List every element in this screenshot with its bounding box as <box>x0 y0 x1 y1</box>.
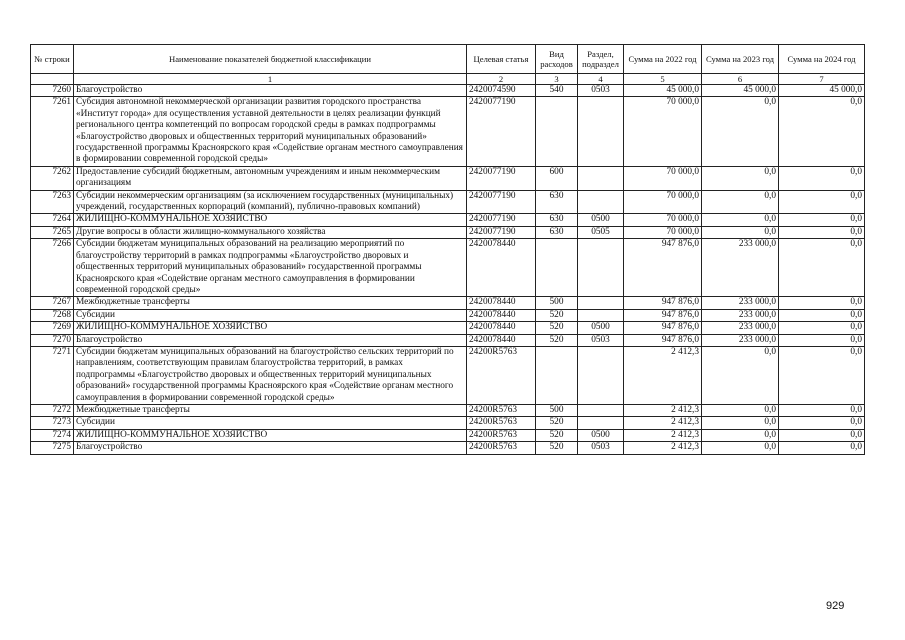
expense-kind-cell: 630 <box>536 214 578 226</box>
table-row <box>31 309 865 321</box>
target-article-cell: 2420077190 <box>467 214 536 226</box>
amount-2024-cell: 0,0 <box>779 214 865 226</box>
section-cell <box>578 346 624 404</box>
section-cell <box>578 97 624 166</box>
row-name-cell: Благоустройство <box>74 334 467 346</box>
section-cell: 0505 <box>578 226 624 238</box>
row-name-cell: Межбюджетные трансферты <box>74 297 467 309</box>
header-row-no: № строки <box>31 45 74 74</box>
section-cell <box>578 166 624 190</box>
row-name-cell: Благоустройство <box>74 442 467 454</box>
table-row <box>31 417 865 429</box>
amount-2024-cell: 0,0 <box>779 166 865 190</box>
target-article-cell: 2420078440 <box>467 334 536 346</box>
amount-2022-cell: 947 876,0 <box>624 297 702 309</box>
amount-2023-cell: 233 000,0 <box>702 297 779 309</box>
amount-2023-cell: 0,0 <box>702 214 779 226</box>
table-body <box>31 74 865 455</box>
expense-kind-cell: 500 <box>536 297 578 309</box>
target-article-cell: 24200R5763 <box>467 346 536 404</box>
column-index-cell: 3 <box>536 74 578 85</box>
amount-2023-cell: 0,0 <box>702 417 779 429</box>
amount-2023-cell: 233 000,0 <box>702 239 779 297</box>
section-cell: 0500 <box>578 429 624 441</box>
amount-2023-cell: 0,0 <box>702 190 779 214</box>
row-name-cell: Субсидии <box>74 417 467 429</box>
row-name-cell: Субсидии бюджетам муниципальных образований на благоустройство сельских территорий по направлениям, соответствующим правилам благоустройства территорий, в рамках подпрограммы «Благоустройство дворовых и общественных территорий муниципальных образований» государственной программы Красноярского края «Содействие органам местного самоуправления в формировании современной городской среды» <box>74 346 467 404</box>
amount-2024-cell: 0,0 <box>779 404 865 416</box>
row-name-cell: Субсидии некоммерческим организациям (за исключением государственных (муниципальных) учреждений, государственных корпораций (компаний), публично-правовых компаний) <box>74 190 467 214</box>
expense-kind-cell <box>536 97 578 166</box>
section-cell <box>578 190 624 214</box>
budget-table <box>30 44 865 455</box>
table-row <box>31 190 865 214</box>
expense-kind-cell <box>536 239 578 297</box>
amount-2024-cell: 0,0 <box>779 190 865 214</box>
amount-2022-cell: 947 876,0 <box>624 309 702 321</box>
amount-2022-cell: 70 000,0 <box>624 226 702 238</box>
table-row <box>31 239 865 297</box>
amount-2022-cell: 947 876,0 <box>624 334 702 346</box>
amount-2023-cell: 0,0 <box>702 442 779 454</box>
row-number-cell: 7260 <box>31 85 74 97</box>
row-number-cell: 7267 <box>31 297 74 309</box>
amount-2022-cell: 2 412,3 <box>624 442 702 454</box>
target-article-cell: 2420078440 <box>467 322 536 334</box>
table-row <box>31 346 865 404</box>
table-row <box>31 297 865 309</box>
target-article-cell: 2420077190 <box>467 190 536 214</box>
row-number-cell: 7272 <box>31 404 74 416</box>
amount-2023-cell: 233 000,0 <box>702 322 779 334</box>
page-number: 929 <box>826 600 845 612</box>
row-number-cell: 7266 <box>31 239 74 297</box>
amount-2022-cell: 70 000,0 <box>624 190 702 214</box>
table-row <box>31 429 865 441</box>
header-section: Раздел, подраздел <box>578 45 624 74</box>
row-number-cell: 7265 <box>31 226 74 238</box>
target-article-cell: 24200R5763 <box>467 404 536 416</box>
section-cell <box>578 404 624 416</box>
expense-kind-cell: 600 <box>536 166 578 190</box>
amount-2023-cell: 0,0 <box>702 429 779 441</box>
amount-2023-cell: 0,0 <box>702 346 779 404</box>
amount-2023-cell: 0,0 <box>702 404 779 416</box>
expense-kind-cell: 630 <box>536 226 578 238</box>
target-article-cell: 2420077190 <box>467 226 536 238</box>
expense-kind-cell: 540 <box>536 85 578 97</box>
table-row <box>31 442 865 454</box>
amount-2024-cell: 0,0 <box>779 346 865 404</box>
amount-2022-cell: 947 876,0 <box>624 322 702 334</box>
amount-2023-cell: 233 000,0 <box>702 334 779 346</box>
amount-2024-cell: 0,0 <box>779 297 865 309</box>
amount-2023-cell: 0,0 <box>702 97 779 166</box>
expense-kind-cell: 520 <box>536 334 578 346</box>
table-header <box>31 45 865 74</box>
target-article-cell: 24200R5763 <box>467 417 536 429</box>
table-row <box>31 97 865 166</box>
amount-2024-cell: 0,0 <box>779 97 865 166</box>
header-target: Целевая статья <box>467 45 536 74</box>
target-article-cell: 24200R5763 <box>467 442 536 454</box>
header-2023: Сумма на 2023 год <box>702 45 779 74</box>
expense-kind-cell: 520 <box>536 322 578 334</box>
section-cell: 0503 <box>578 334 624 346</box>
table-row <box>31 404 865 416</box>
target-article-cell: 24200R5763 <box>467 429 536 441</box>
header-2022: Сумма на 2022 год <box>624 45 702 74</box>
amount-2022-cell: 2 412,3 <box>624 417 702 429</box>
column-index-cell: 1 <box>74 74 467 85</box>
header-2024: Сумма на 2024 год <box>779 45 865 74</box>
amount-2024-cell: 45 000,0 <box>779 85 865 97</box>
table-row <box>31 166 865 190</box>
section-cell <box>578 309 624 321</box>
table-row <box>31 214 865 226</box>
section-cell <box>578 297 624 309</box>
column-index-cell <box>31 74 74 85</box>
column-index-cell: 5 <box>624 74 702 85</box>
amount-2024-cell: 0,0 <box>779 226 865 238</box>
amount-2023-cell: 233 000,0 <box>702 309 779 321</box>
expense-kind-cell: 520 <box>536 417 578 429</box>
section-cell: 0503 <box>578 85 624 97</box>
row-name-cell: ЖИЛИЩНО-КОММУНАЛЬНОЕ ХОЗЯЙСТВО <box>74 429 467 441</box>
expense-kind-cell <box>536 346 578 404</box>
expense-kind-cell: 520 <box>536 309 578 321</box>
header-kind: Вид расходов <box>536 45 578 74</box>
amount-2022-cell: 70 000,0 <box>624 97 702 166</box>
row-number-cell: 7271 <box>31 346 74 404</box>
expense-kind-cell: 520 <box>536 429 578 441</box>
target-article-cell: 2420074590 <box>467 85 536 97</box>
target-article-cell: 2420077190 <box>467 97 536 166</box>
amount-2024-cell: 0,0 <box>779 417 865 429</box>
amount-2024-cell: 0,0 <box>779 309 865 321</box>
row-name-cell: Предоставление субсидий бюджетным, автономным учреждениям и иным некоммерческим организациям <box>74 166 467 190</box>
amount-2024-cell: 0,0 <box>779 429 865 441</box>
row-name-cell: Субсидии бюджетам муниципальных образований на реализацию мероприятий по благоустройству территорий в рамках подпрограммы «Благоустройство дворовых и общественных территорий муниципальных образований» государственной программы Красноярского края «Содействие органам местного самоуправления в формировании современной городской среды» <box>74 239 467 297</box>
section-cell <box>578 239 624 297</box>
table-row <box>31 334 865 346</box>
row-number-cell: 7269 <box>31 322 74 334</box>
amount-2024-cell: 0,0 <box>779 322 865 334</box>
amount-2024-cell: 0,0 <box>779 334 865 346</box>
column-index-cell: 4 <box>578 74 624 85</box>
table-row <box>31 85 865 97</box>
amount-2022-cell: 70 000,0 <box>624 214 702 226</box>
target-article-cell: 2420078440 <box>467 239 536 297</box>
amount-2023-cell: 0,0 <box>702 226 779 238</box>
row-name-cell: Субсидии <box>74 309 467 321</box>
row-number-cell: 7270 <box>31 334 74 346</box>
row-name-cell: Межбюджетные трансферты <box>74 404 467 416</box>
column-index-cell: 7 <box>779 74 865 85</box>
column-index-row <box>31 74 865 85</box>
expense-kind-cell: 520 <box>536 442 578 454</box>
amount-2024-cell: 0,0 <box>779 442 865 454</box>
row-name-cell: ЖИЛИЩНО-КОММУНАЛЬНОЕ ХОЗЯЙСТВО <box>74 214 467 226</box>
section-cell: 0500 <box>578 214 624 226</box>
table-row <box>31 226 865 238</box>
header-name: Наименование показателей бюджетной классификации <box>74 45 467 74</box>
column-index-cell: 2 <box>467 74 536 85</box>
row-number-cell: 7274 <box>31 429 74 441</box>
amount-2022-cell: 947 876,0 <box>624 239 702 297</box>
expense-kind-cell: 630 <box>536 190 578 214</box>
amount-2022-cell: 2 412,3 <box>624 404 702 416</box>
table-row <box>31 322 865 334</box>
row-number-cell: 7263 <box>31 190 74 214</box>
section-cell: 0503 <box>578 442 624 454</box>
target-article-cell: 2420078440 <box>467 309 536 321</box>
target-article-cell: 2420078440 <box>467 297 536 309</box>
expense-kind-cell: 500 <box>536 404 578 416</box>
section-cell <box>578 417 624 429</box>
row-number-cell: 7262 <box>31 166 74 190</box>
amount-2022-cell: 2 412,3 <box>624 429 702 441</box>
amount-2023-cell: 45 000,0 <box>702 85 779 97</box>
target-article-cell: 2420077190 <box>467 166 536 190</box>
section-cell: 0500 <box>578 322 624 334</box>
row-number-cell: 7268 <box>31 309 74 321</box>
row-name-cell: ЖИЛИЩНО-КОММУНАЛЬНОЕ ХОЗЯЙСТВО <box>74 322 467 334</box>
amount-2022-cell: 45 000,0 <box>624 85 702 97</box>
row-number-cell: 7273 <box>31 417 74 429</box>
row-number-cell: 7261 <box>31 97 74 166</box>
row-number-cell: 7275 <box>31 442 74 454</box>
row-name-cell: Другие вопросы в области жилищно-коммунального хозяйства <box>74 226 467 238</box>
amount-2023-cell: 0,0 <box>702 166 779 190</box>
amount-2022-cell: 70 000,0 <box>624 166 702 190</box>
amount-2024-cell: 0,0 <box>779 239 865 297</box>
row-number-cell: 7264 <box>31 214 74 226</box>
column-index-cell: 6 <box>702 74 779 85</box>
row-name-cell: Субсидия автономной некоммерческой организации развития городского пространства «Институт города» для осуществления уставной деятельности в целях реализации функций регионального центра компетенций по вопросам городской среды в рамках подпрограммы «Благоустройство дворовых и общественных территорий муниципальных образований» государственной программы Красноярского края «Содействие органам местного самоуправления в формировании современной городской среды» <box>74 97 467 166</box>
row-name-cell: Благоустройство <box>74 85 467 97</box>
amount-2022-cell: 2 412,3 <box>624 346 702 404</box>
